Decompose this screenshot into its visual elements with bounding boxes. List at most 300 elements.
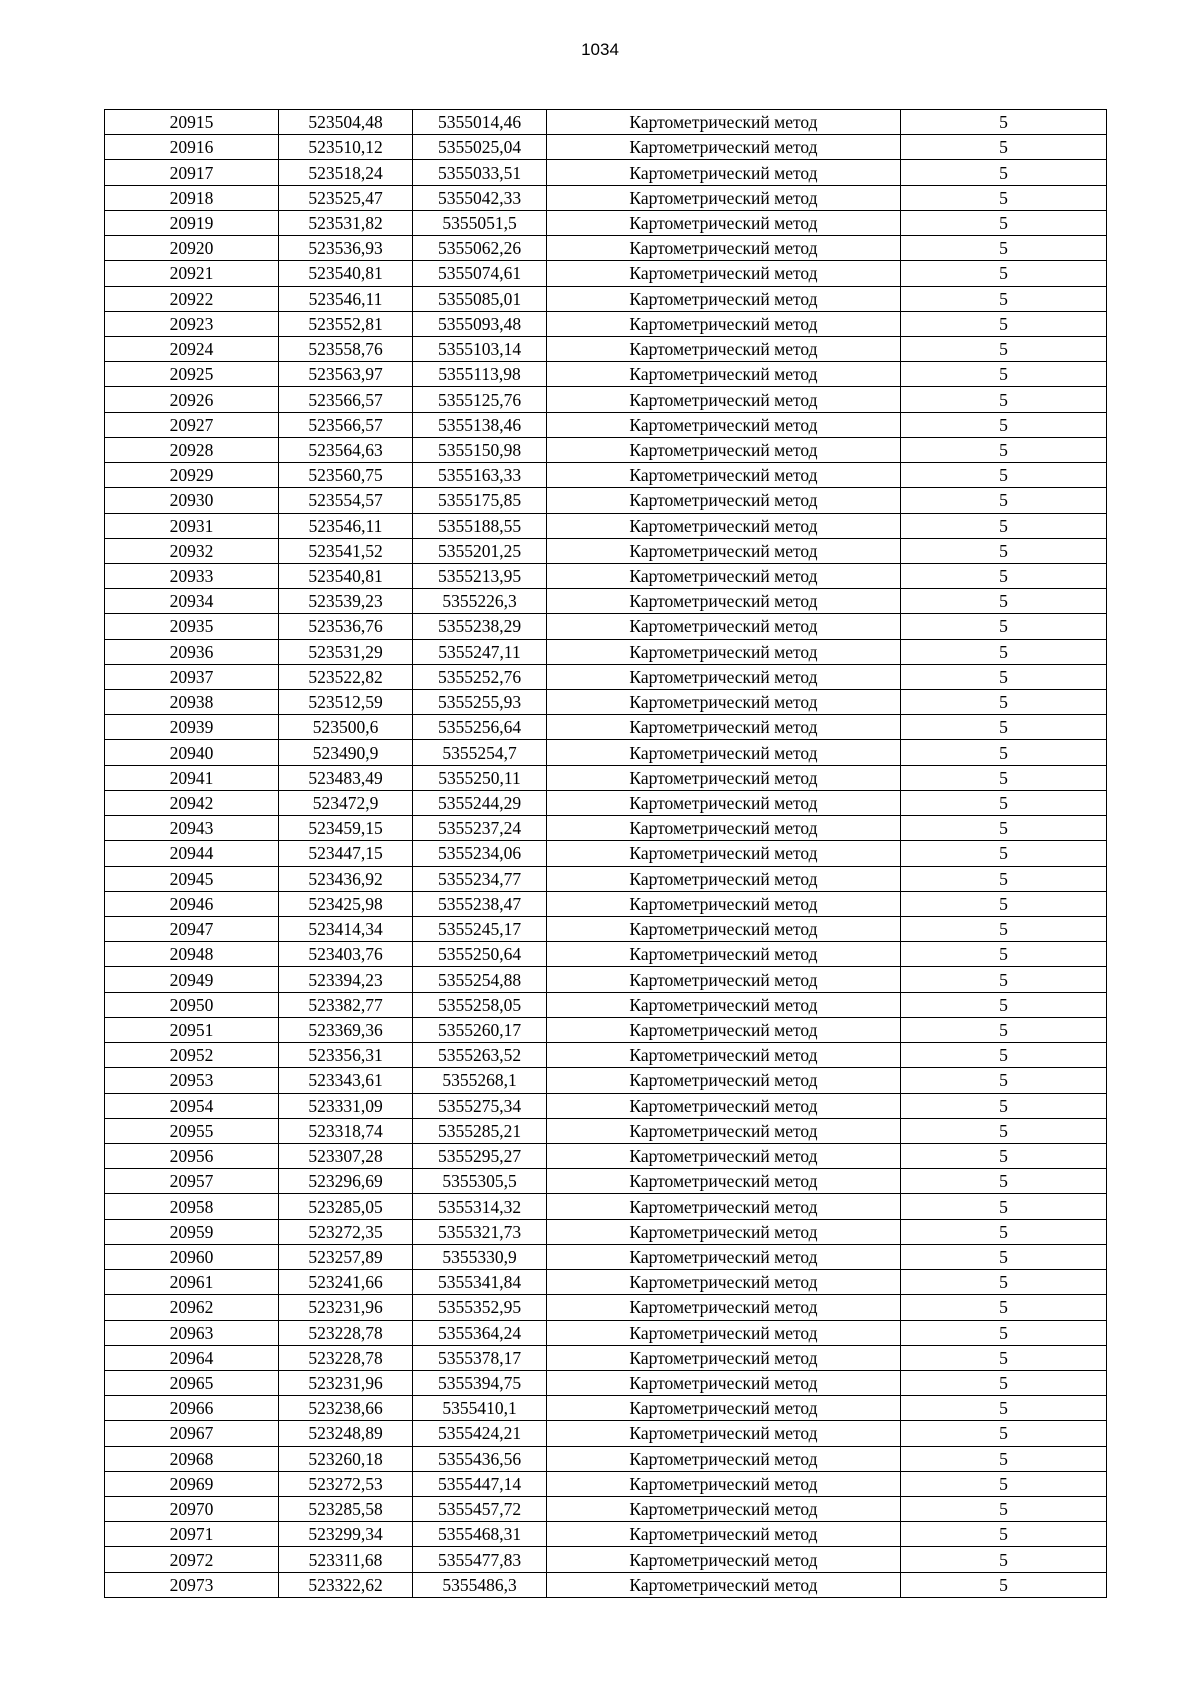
accuracy-cell: 5 bbox=[901, 236, 1107, 261]
y-coordinate-cell: 5355263,52 bbox=[413, 1043, 547, 1068]
table-row bbox=[105, 336, 1107, 361]
point-number-cell: 20923 bbox=[105, 311, 279, 336]
y-coordinate-cell: 5355245,17 bbox=[413, 917, 547, 942]
accuracy-cell: 5 bbox=[901, 1043, 1107, 1068]
method-cell: Картометрический метод bbox=[547, 1320, 901, 1345]
y-coordinate-cell: 5355188,55 bbox=[413, 513, 547, 538]
method-cell: Картометрический метод bbox=[547, 790, 901, 815]
y-coordinate-cell: 5355062,26 bbox=[413, 236, 547, 261]
x-coordinate-cell: 523566,57 bbox=[279, 387, 413, 412]
accuracy-cell: 5 bbox=[901, 412, 1107, 437]
method-cell: Картометрический метод bbox=[547, 1295, 901, 1320]
method-cell: Картометрический метод bbox=[547, 311, 901, 336]
x-coordinate-cell: 523539,23 bbox=[279, 589, 413, 614]
x-coordinate-cell: 523536,76 bbox=[279, 614, 413, 639]
method-cell: Картометрический метод bbox=[547, 1068, 901, 1093]
x-coordinate-cell: 523231,96 bbox=[279, 1370, 413, 1395]
accuracy-cell: 5 bbox=[901, 362, 1107, 387]
x-coordinate-cell: 523546,11 bbox=[279, 286, 413, 311]
point-number-cell: 20940 bbox=[105, 740, 279, 765]
point-number-cell: 20959 bbox=[105, 1219, 279, 1244]
y-coordinate-cell: 5355254,7 bbox=[413, 740, 547, 765]
method-cell: Картометрический метод bbox=[547, 917, 901, 942]
point-number-cell: 20939 bbox=[105, 715, 279, 740]
point-number-cell: 20969 bbox=[105, 1471, 279, 1496]
page-number: 1034 bbox=[581, 40, 619, 59]
accuracy-cell: 5 bbox=[901, 1547, 1107, 1572]
y-coordinate-cell: 5355255,93 bbox=[413, 690, 547, 715]
accuracy-cell: 5 bbox=[901, 866, 1107, 891]
table-row bbox=[105, 1446, 1107, 1471]
y-coordinate-cell: 5355330,9 bbox=[413, 1244, 547, 1269]
point-number-cell: 20951 bbox=[105, 1017, 279, 1042]
point-number-cell: 20955 bbox=[105, 1118, 279, 1143]
x-coordinate-cell: 523558,76 bbox=[279, 336, 413, 361]
y-coordinate-cell: 5355042,33 bbox=[413, 185, 547, 210]
method-cell: Картометрический метод bbox=[547, 463, 901, 488]
table-row bbox=[105, 488, 1107, 513]
point-number-cell: 20966 bbox=[105, 1396, 279, 1421]
y-coordinate-cell: 5355250,11 bbox=[413, 765, 547, 790]
y-coordinate-cell: 5355237,24 bbox=[413, 816, 547, 841]
table-row bbox=[105, 841, 1107, 866]
y-coordinate-cell: 5355103,14 bbox=[413, 336, 547, 361]
x-coordinate-cell: 523504,48 bbox=[279, 110, 413, 135]
table-row bbox=[105, 1522, 1107, 1547]
y-coordinate-cell: 5355394,75 bbox=[413, 1370, 547, 1395]
table-row bbox=[105, 437, 1107, 462]
x-coordinate-cell: 523564,63 bbox=[279, 437, 413, 462]
table-row bbox=[105, 690, 1107, 715]
table-row bbox=[105, 1295, 1107, 1320]
accuracy-cell: 5 bbox=[901, 336, 1107, 361]
table-row bbox=[105, 891, 1107, 916]
method-cell: Картометрический метод bbox=[547, 110, 901, 135]
point-number-cell: 20924 bbox=[105, 336, 279, 361]
table-row bbox=[105, 1017, 1107, 1042]
y-coordinate-cell: 5355258,05 bbox=[413, 992, 547, 1017]
method-cell: Картометрический метод bbox=[547, 1169, 901, 1194]
accuracy-cell: 5 bbox=[901, 664, 1107, 689]
accuracy-cell: 5 bbox=[901, 1093, 1107, 1118]
table-row bbox=[105, 1345, 1107, 1370]
method-cell: Картометрический метод bbox=[547, 538, 901, 563]
accuracy-cell: 5 bbox=[901, 614, 1107, 639]
accuracy-cell: 5 bbox=[901, 1295, 1107, 1320]
method-cell: Картометрический метод bbox=[547, 1244, 901, 1269]
accuracy-cell: 5 bbox=[901, 917, 1107, 942]
table-row bbox=[105, 185, 1107, 210]
table-row bbox=[105, 967, 1107, 992]
accuracy-cell: 5 bbox=[901, 110, 1107, 135]
table-row bbox=[105, 740, 1107, 765]
x-coordinate-cell: 523518,24 bbox=[279, 160, 413, 185]
table-row bbox=[105, 866, 1107, 891]
method-cell: Картометрический метод bbox=[547, 1471, 901, 1496]
point-number-cell: 20922 bbox=[105, 286, 279, 311]
table-row bbox=[105, 1547, 1107, 1572]
method-cell: Картометрический метод bbox=[547, 715, 901, 740]
x-coordinate-cell: 523563,97 bbox=[279, 362, 413, 387]
point-number-cell: 20953 bbox=[105, 1068, 279, 1093]
coordinates-table-body bbox=[105, 110, 1107, 1598]
x-coordinate-cell: 523331,09 bbox=[279, 1093, 413, 1118]
method-cell: Картометрический метод bbox=[547, 236, 901, 261]
accuracy-cell: 5 bbox=[901, 261, 1107, 286]
y-coordinate-cell: 5355085,01 bbox=[413, 286, 547, 311]
table-row bbox=[105, 1043, 1107, 1068]
y-coordinate-cell: 5355314,32 bbox=[413, 1194, 547, 1219]
accuracy-cell: 5 bbox=[901, 765, 1107, 790]
y-coordinate-cell: 5355477,83 bbox=[413, 1547, 547, 1572]
table-row bbox=[105, 816, 1107, 841]
point-number-cell: 20927 bbox=[105, 412, 279, 437]
x-coordinate-cell: 523257,89 bbox=[279, 1244, 413, 1269]
x-coordinate-cell: 523531,29 bbox=[279, 639, 413, 664]
method-cell: Картометрический метод bbox=[547, 942, 901, 967]
table-row bbox=[105, 236, 1107, 261]
table-row bbox=[105, 664, 1107, 689]
y-coordinate-cell: 5355213,95 bbox=[413, 563, 547, 588]
x-coordinate-cell: 523414,34 bbox=[279, 917, 413, 942]
x-coordinate-cell: 523425,98 bbox=[279, 891, 413, 916]
accuracy-cell: 5 bbox=[901, 816, 1107, 841]
y-coordinate-cell: 5355150,98 bbox=[413, 437, 547, 462]
point-number-cell: 20931 bbox=[105, 513, 279, 538]
x-coordinate-cell: 523512,59 bbox=[279, 690, 413, 715]
point-number-cell: 20944 bbox=[105, 841, 279, 866]
accuracy-cell: 5 bbox=[901, 1370, 1107, 1395]
method-cell: Картометрический метод bbox=[547, 488, 901, 513]
method-cell: Картометрический метод bbox=[547, 1093, 901, 1118]
x-coordinate-cell: 523248,89 bbox=[279, 1421, 413, 1446]
table-row bbox=[105, 1219, 1107, 1244]
y-coordinate-cell: 5355201,25 bbox=[413, 538, 547, 563]
y-coordinate-cell: 5355238,47 bbox=[413, 891, 547, 916]
point-number-cell: 20948 bbox=[105, 942, 279, 967]
x-coordinate-cell: 523231,96 bbox=[279, 1295, 413, 1320]
method-cell: Картометрический метод bbox=[547, 387, 901, 412]
accuracy-cell: 5 bbox=[901, 841, 1107, 866]
accuracy-cell: 5 bbox=[901, 967, 1107, 992]
x-coordinate-cell: 523403,76 bbox=[279, 942, 413, 967]
method-cell: Картометрический метод bbox=[547, 563, 901, 588]
accuracy-cell: 5 bbox=[901, 387, 1107, 412]
x-coordinate-cell: 523343,61 bbox=[279, 1068, 413, 1093]
point-number-cell: 20942 bbox=[105, 790, 279, 815]
point-number-cell: 20956 bbox=[105, 1143, 279, 1168]
method-cell: Картометрический метод bbox=[547, 1446, 901, 1471]
x-coordinate-cell: 523307,28 bbox=[279, 1143, 413, 1168]
table-row bbox=[105, 715, 1107, 740]
y-coordinate-cell: 5355341,84 bbox=[413, 1270, 547, 1295]
accuracy-cell: 5 bbox=[901, 715, 1107, 740]
point-number-cell: 20934 bbox=[105, 589, 279, 614]
y-coordinate-cell: 5355025,04 bbox=[413, 135, 547, 160]
y-coordinate-cell: 5355238,29 bbox=[413, 614, 547, 639]
y-coordinate-cell: 5355247,11 bbox=[413, 639, 547, 664]
y-coordinate-cell: 5355175,85 bbox=[413, 488, 547, 513]
accuracy-cell: 5 bbox=[901, 1143, 1107, 1168]
accuracy-cell: 5 bbox=[901, 891, 1107, 916]
accuracy-cell: 5 bbox=[901, 1169, 1107, 1194]
y-coordinate-cell: 5355033,51 bbox=[413, 160, 547, 185]
point-number-cell: 20928 bbox=[105, 437, 279, 462]
method-cell: Картометрический метод bbox=[547, 210, 901, 235]
method-cell: Картометрический метод bbox=[547, 1547, 901, 1572]
point-number-cell: 20952 bbox=[105, 1043, 279, 1068]
method-cell: Картометрический метод bbox=[547, 664, 901, 689]
method-cell: Картометрический метод bbox=[547, 891, 901, 916]
point-number-cell: 20950 bbox=[105, 992, 279, 1017]
method-cell: Картометрический метод bbox=[547, 1522, 901, 1547]
x-coordinate-cell: 523356,31 bbox=[279, 1043, 413, 1068]
point-number-cell: 20961 bbox=[105, 1270, 279, 1295]
x-coordinate-cell: 523459,15 bbox=[279, 816, 413, 841]
accuracy-cell: 5 bbox=[901, 311, 1107, 336]
point-number-cell: 20919 bbox=[105, 210, 279, 235]
method-cell: Картометрический метод bbox=[547, 1345, 901, 1370]
method-cell: Картометрический метод bbox=[547, 261, 901, 286]
point-number-cell: 20946 bbox=[105, 891, 279, 916]
y-coordinate-cell: 5355295,27 bbox=[413, 1143, 547, 1168]
y-coordinate-cell: 5355074,61 bbox=[413, 261, 547, 286]
x-coordinate-cell: 523522,82 bbox=[279, 664, 413, 689]
x-coordinate-cell: 523447,15 bbox=[279, 841, 413, 866]
accuracy-cell: 5 bbox=[901, 1396, 1107, 1421]
accuracy-cell: 5 bbox=[901, 563, 1107, 588]
x-coordinate-cell: 523541,52 bbox=[279, 538, 413, 563]
x-coordinate-cell: 523566,57 bbox=[279, 412, 413, 437]
accuracy-cell: 5 bbox=[901, 160, 1107, 185]
method-cell: Картометрический метод bbox=[547, 1572, 901, 1597]
y-coordinate-cell: 5355436,56 bbox=[413, 1446, 547, 1471]
method-cell: Картометрический метод bbox=[547, 1017, 901, 1042]
y-coordinate-cell: 5355226,3 bbox=[413, 589, 547, 614]
accuracy-cell: 5 bbox=[901, 513, 1107, 538]
y-coordinate-cell: 5355305,5 bbox=[413, 1169, 547, 1194]
method-cell: Картометрический метод bbox=[547, 1497, 901, 1522]
point-number-cell: 20964 bbox=[105, 1345, 279, 1370]
y-coordinate-cell: 5355014,46 bbox=[413, 110, 547, 135]
y-coordinate-cell: 5355113,98 bbox=[413, 362, 547, 387]
x-coordinate-cell: 523436,92 bbox=[279, 866, 413, 891]
method-cell: Картометрический метод bbox=[547, 185, 901, 210]
method-cell: Картометрический метод bbox=[547, 1143, 901, 1168]
table-row bbox=[105, 1270, 1107, 1295]
table-row bbox=[105, 210, 1107, 235]
accuracy-cell: 5 bbox=[901, 1270, 1107, 1295]
point-number-cell: 20949 bbox=[105, 967, 279, 992]
table-row bbox=[105, 942, 1107, 967]
method-cell: Картометрический метод bbox=[547, 513, 901, 538]
point-number-cell: 20963 bbox=[105, 1320, 279, 1345]
y-coordinate-cell: 5355486,3 bbox=[413, 1572, 547, 1597]
accuracy-cell: 5 bbox=[901, 1244, 1107, 1269]
method-cell: Картометрический метод bbox=[547, 614, 901, 639]
y-coordinate-cell: 5355125,76 bbox=[413, 387, 547, 412]
method-cell: Картометрический метод bbox=[547, 967, 901, 992]
point-number-cell: 20929 bbox=[105, 463, 279, 488]
y-coordinate-cell: 5355364,24 bbox=[413, 1320, 547, 1345]
accuracy-cell: 5 bbox=[901, 1118, 1107, 1143]
accuracy-cell: 5 bbox=[901, 1421, 1107, 1446]
table-row bbox=[105, 1497, 1107, 1522]
point-number-cell: 20947 bbox=[105, 917, 279, 942]
method-cell: Картометрический метод bbox=[547, 1219, 901, 1244]
x-coordinate-cell: 523238,66 bbox=[279, 1396, 413, 1421]
accuracy-cell: 5 bbox=[901, 1497, 1107, 1522]
point-number-cell: 20971 bbox=[105, 1522, 279, 1547]
y-coordinate-cell: 5355321,73 bbox=[413, 1219, 547, 1244]
point-number-cell: 20967 bbox=[105, 1421, 279, 1446]
method-cell: Картометрический метод bbox=[547, 765, 901, 790]
y-coordinate-cell: 5355163,33 bbox=[413, 463, 547, 488]
x-coordinate-cell: 523272,35 bbox=[279, 1219, 413, 1244]
point-number-cell: 20918 bbox=[105, 185, 279, 210]
accuracy-cell: 5 bbox=[901, 1572, 1107, 1597]
method-cell: Картометрический метод bbox=[547, 866, 901, 891]
point-number-cell: 20945 bbox=[105, 866, 279, 891]
y-coordinate-cell: 5355268,1 bbox=[413, 1068, 547, 1093]
accuracy-cell: 5 bbox=[901, 942, 1107, 967]
table-row bbox=[105, 110, 1107, 135]
point-number-cell: 20962 bbox=[105, 1295, 279, 1320]
accuracy-cell: 5 bbox=[901, 790, 1107, 815]
point-number-cell: 20972 bbox=[105, 1547, 279, 1572]
method-cell: Картометрический метод bbox=[547, 690, 901, 715]
x-coordinate-cell: 523552,81 bbox=[279, 311, 413, 336]
table-row bbox=[105, 1143, 1107, 1168]
table-row bbox=[105, 992, 1107, 1017]
x-coordinate-cell: 523540,81 bbox=[279, 261, 413, 286]
y-coordinate-cell: 5355410,1 bbox=[413, 1396, 547, 1421]
x-coordinate-cell: 523272,53 bbox=[279, 1471, 413, 1496]
x-coordinate-cell: 523241,66 bbox=[279, 1270, 413, 1295]
method-cell: Картометрический метод bbox=[547, 135, 901, 160]
point-number-cell: 20973 bbox=[105, 1572, 279, 1597]
table-row bbox=[105, 412, 1107, 437]
method-cell: Картометрический метод bbox=[547, 1194, 901, 1219]
x-coordinate-cell: 523500,6 bbox=[279, 715, 413, 740]
x-coordinate-cell: 523546,11 bbox=[279, 513, 413, 538]
y-coordinate-cell: 5355424,21 bbox=[413, 1421, 547, 1446]
point-number-cell: 20957 bbox=[105, 1169, 279, 1194]
point-number-cell: 20917 bbox=[105, 160, 279, 185]
x-coordinate-cell: 523394,23 bbox=[279, 967, 413, 992]
method-cell: Картометрический метод bbox=[547, 1043, 901, 1068]
x-coordinate-cell: 523472,9 bbox=[279, 790, 413, 815]
accuracy-cell: 5 bbox=[901, 1320, 1107, 1345]
x-coordinate-cell: 523322,62 bbox=[279, 1572, 413, 1597]
table-row bbox=[105, 1194, 1107, 1219]
y-coordinate-cell: 5355093,48 bbox=[413, 311, 547, 336]
method-cell: Картометрический метод bbox=[547, 1421, 901, 1446]
y-coordinate-cell: 5355378,17 bbox=[413, 1345, 547, 1370]
x-coordinate-cell: 523318,74 bbox=[279, 1118, 413, 1143]
method-cell: Картометрический метод bbox=[547, 362, 901, 387]
table-row bbox=[105, 790, 1107, 815]
table-row bbox=[105, 1370, 1107, 1395]
table-row bbox=[105, 614, 1107, 639]
y-coordinate-cell: 5355250,64 bbox=[413, 942, 547, 967]
point-number-cell: 20965 bbox=[105, 1370, 279, 1395]
x-coordinate-cell: 523531,82 bbox=[279, 210, 413, 235]
accuracy-cell: 5 bbox=[901, 992, 1107, 1017]
x-coordinate-cell: 523554,57 bbox=[279, 488, 413, 513]
x-coordinate-cell: 523510,12 bbox=[279, 135, 413, 160]
method-cell: Картометрический метод bbox=[547, 412, 901, 437]
table-row bbox=[105, 917, 1107, 942]
point-number-cell: 20943 bbox=[105, 816, 279, 841]
point-number-cell: 20937 bbox=[105, 664, 279, 689]
y-coordinate-cell: 5355275,34 bbox=[413, 1093, 547, 1118]
x-coordinate-cell: 523285,58 bbox=[279, 1497, 413, 1522]
point-number-cell: 20941 bbox=[105, 765, 279, 790]
y-coordinate-cell: 5355138,46 bbox=[413, 412, 547, 437]
accuracy-cell: 5 bbox=[901, 210, 1107, 235]
point-number-cell: 20935 bbox=[105, 614, 279, 639]
accuracy-cell: 5 bbox=[901, 1345, 1107, 1370]
table-row bbox=[105, 639, 1107, 664]
x-coordinate-cell: 523560,75 bbox=[279, 463, 413, 488]
accuracy-cell: 5 bbox=[901, 740, 1107, 765]
y-coordinate-cell: 5355234,77 bbox=[413, 866, 547, 891]
y-coordinate-cell: 5355447,14 bbox=[413, 1471, 547, 1496]
y-coordinate-cell: 5355457,72 bbox=[413, 1497, 547, 1522]
accuracy-cell: 5 bbox=[901, 690, 1107, 715]
table-row bbox=[105, 765, 1107, 790]
y-coordinate-cell: 5355252,76 bbox=[413, 664, 547, 689]
table-row bbox=[105, 1118, 1107, 1143]
point-number-cell: 20958 bbox=[105, 1194, 279, 1219]
y-coordinate-cell: 5355468,31 bbox=[413, 1522, 547, 1547]
table-row bbox=[105, 1244, 1107, 1269]
method-cell: Картометрический метод bbox=[547, 1396, 901, 1421]
table-row bbox=[105, 311, 1107, 336]
x-coordinate-cell: 523228,78 bbox=[279, 1345, 413, 1370]
y-coordinate-cell: 5355256,64 bbox=[413, 715, 547, 740]
y-coordinate-cell: 5355285,21 bbox=[413, 1118, 547, 1143]
x-coordinate-cell: 523260,18 bbox=[279, 1446, 413, 1471]
method-cell: Картометрический метод bbox=[547, 992, 901, 1017]
table-row bbox=[105, 563, 1107, 588]
accuracy-cell: 5 bbox=[901, 1219, 1107, 1244]
table-row bbox=[105, 160, 1107, 185]
table-row bbox=[105, 387, 1107, 412]
y-coordinate-cell: 5355244,29 bbox=[413, 790, 547, 815]
table-row bbox=[105, 463, 1107, 488]
method-cell: Картометрический метод bbox=[547, 816, 901, 841]
accuracy-cell: 5 bbox=[901, 1194, 1107, 1219]
accuracy-cell: 5 bbox=[901, 185, 1107, 210]
accuracy-cell: 5 bbox=[901, 1522, 1107, 1547]
point-number-cell: 20968 bbox=[105, 1446, 279, 1471]
accuracy-cell: 5 bbox=[901, 639, 1107, 664]
x-coordinate-cell: 523311,68 bbox=[279, 1547, 413, 1572]
y-coordinate-cell: 5355260,17 bbox=[413, 1017, 547, 1042]
accuracy-cell: 5 bbox=[901, 1471, 1107, 1496]
y-coordinate-cell: 5355352,95 bbox=[413, 1295, 547, 1320]
accuracy-cell: 5 bbox=[901, 135, 1107, 160]
method-cell: Картометрический метод bbox=[547, 639, 901, 664]
method-cell: Картометрический метод bbox=[547, 589, 901, 614]
table-row bbox=[105, 1320, 1107, 1345]
accuracy-cell: 5 bbox=[901, 437, 1107, 462]
accuracy-cell: 5 bbox=[901, 589, 1107, 614]
method-cell: Картометрический метод bbox=[547, 336, 901, 361]
point-number-cell: 20932 bbox=[105, 538, 279, 563]
